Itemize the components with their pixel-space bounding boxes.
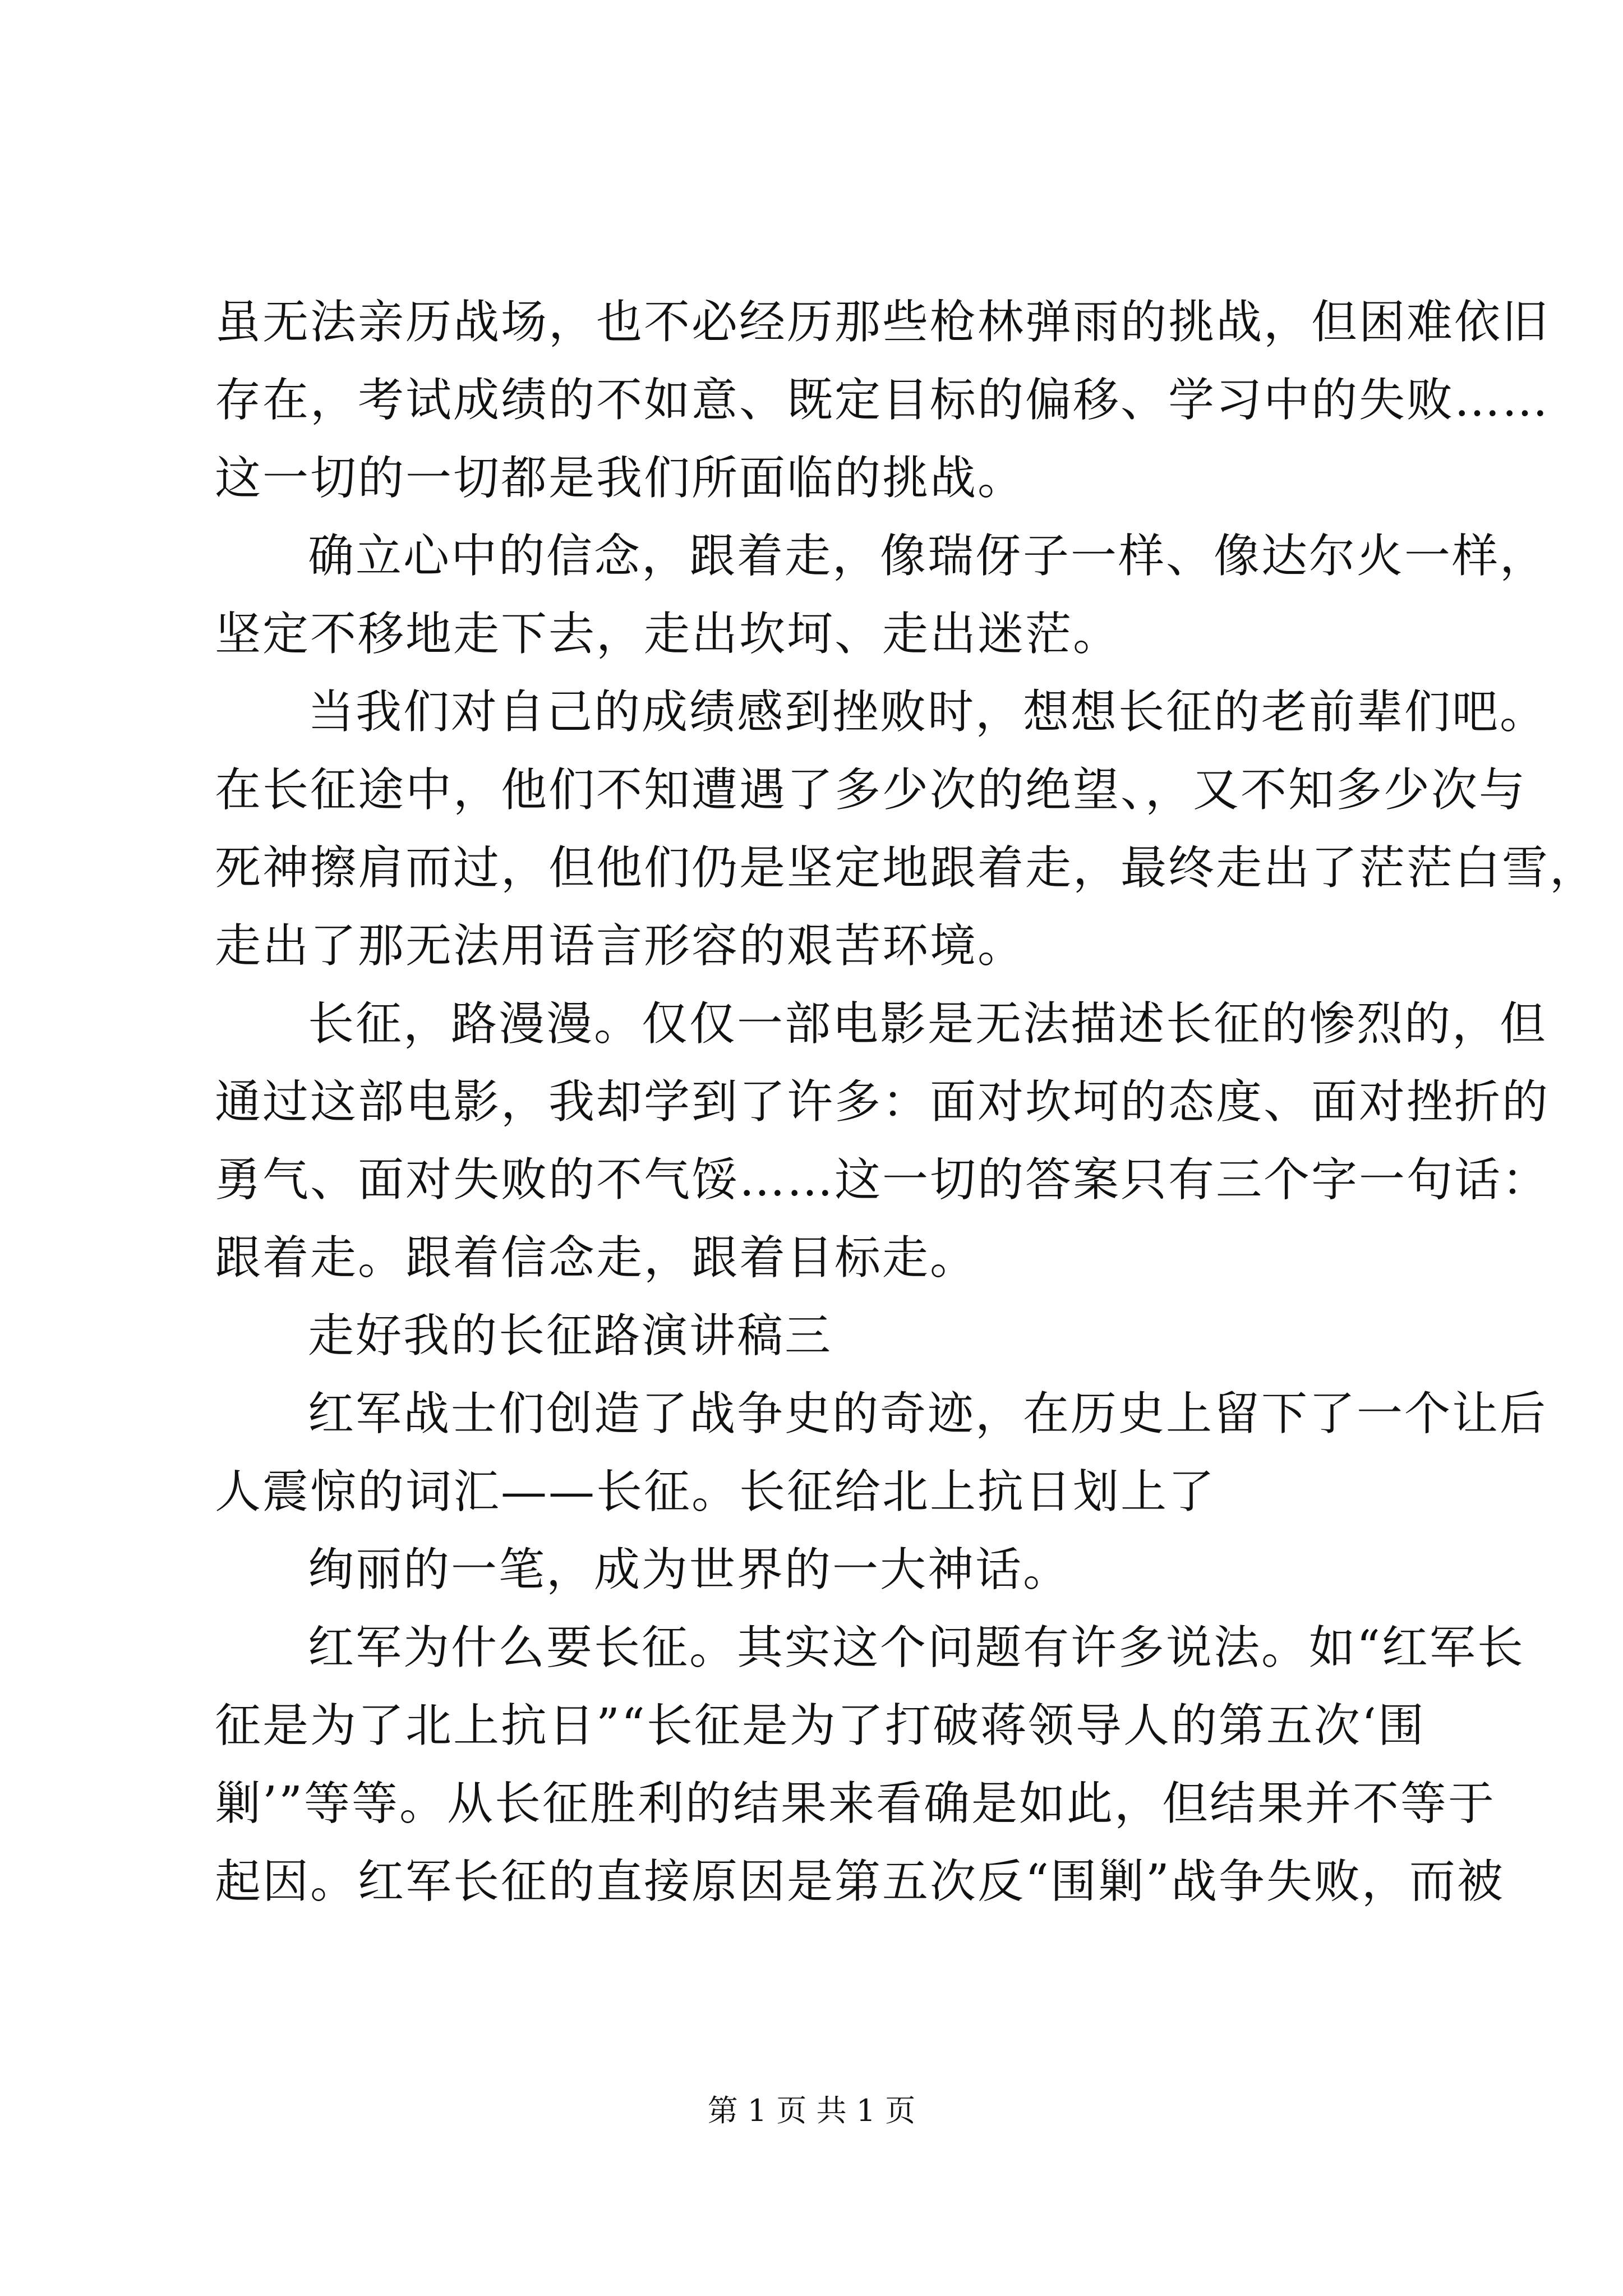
text-line-6: 当我们对自己的成绩感到挫败时，想想长征的老前辈们吧。 xyxy=(308,685,1548,739)
text-line-18: 红军为什么要长征。其实这个问题有许多说法。如“红军长 xyxy=(308,1621,1525,1674)
text-line-13: 跟着走。跟着信念走，跟着目标走。 xyxy=(215,1231,978,1285)
text-line-12: 勇气、面对失败的不气馁……这一切的答案只有三个字一句话： xyxy=(215,1153,1550,1207)
section-heading: 走好我的长征路演讲稿三 xyxy=(308,1309,833,1363)
text-line-3: 这一切的一切都是我们所面临的挑战。 xyxy=(215,452,1026,505)
text-line-21: 起因。红军长征的直接原因是第五次反“围剿”战争失败，而被 xyxy=(215,1855,1505,1908)
text-line-19: 征是为了北上抗日”“长征是为了打破蒋领导人的第五次‘围 xyxy=(215,1699,1426,1752)
text-line-11: 通过这部电影，我却学到了许多：面对坎坷的态度、面对挫折的 xyxy=(215,1075,1550,1129)
text-line-20: 剿’”等等。从长征胜利的结果来看确是如此，但结果并不等于 xyxy=(215,1777,1496,1830)
text-line-15: 红军战士们创造了战争史的奇迹，在历史上留下了一个让后 xyxy=(308,1387,1548,1441)
text-line-1: 虽无法亲历战场，也不必经历那些枪林弹雨的挑战，但困难依旧 xyxy=(215,296,1550,349)
text-line-17: 绚丽的一笔，成为世界的一大神话。 xyxy=(308,1543,1071,1596)
text-line-8: 死神擦肩而过，但他们仍是坚定地跟着走，最终走出了茫茫白雪， xyxy=(215,841,1598,895)
text-line-2: 存在，考试成绩的不如意、既定目标的偏移、学习中的失败…… xyxy=(215,374,1550,427)
text-line-7: 在长征途中，他们不知遭遇了多少次的绝望、，又不知多少次与 xyxy=(215,763,1527,817)
text-line-16: 人震惊的词汇——长征。长征给北上抗日划上了 xyxy=(215,1465,1216,1519)
text-line-4: 确立心中的信念，跟着走，像瑞伢子一样、像达尔火一样， xyxy=(308,530,1548,583)
page-number-footer: 第 1 页 共 1 页 xyxy=(707,2093,916,2128)
text-line-10: 长征，路漫漫。仅仅一部电影是无法描述长征的惨烈的，但 xyxy=(308,997,1548,1051)
text-line-5: 坚定不移地走下去，走出坎坷、走出迷茫。 xyxy=(215,608,1121,661)
text-line-9: 走出了那无法用语言形容的艰苦环境。 xyxy=(215,919,1026,973)
document-body xyxy=(215,283,1598,1921)
